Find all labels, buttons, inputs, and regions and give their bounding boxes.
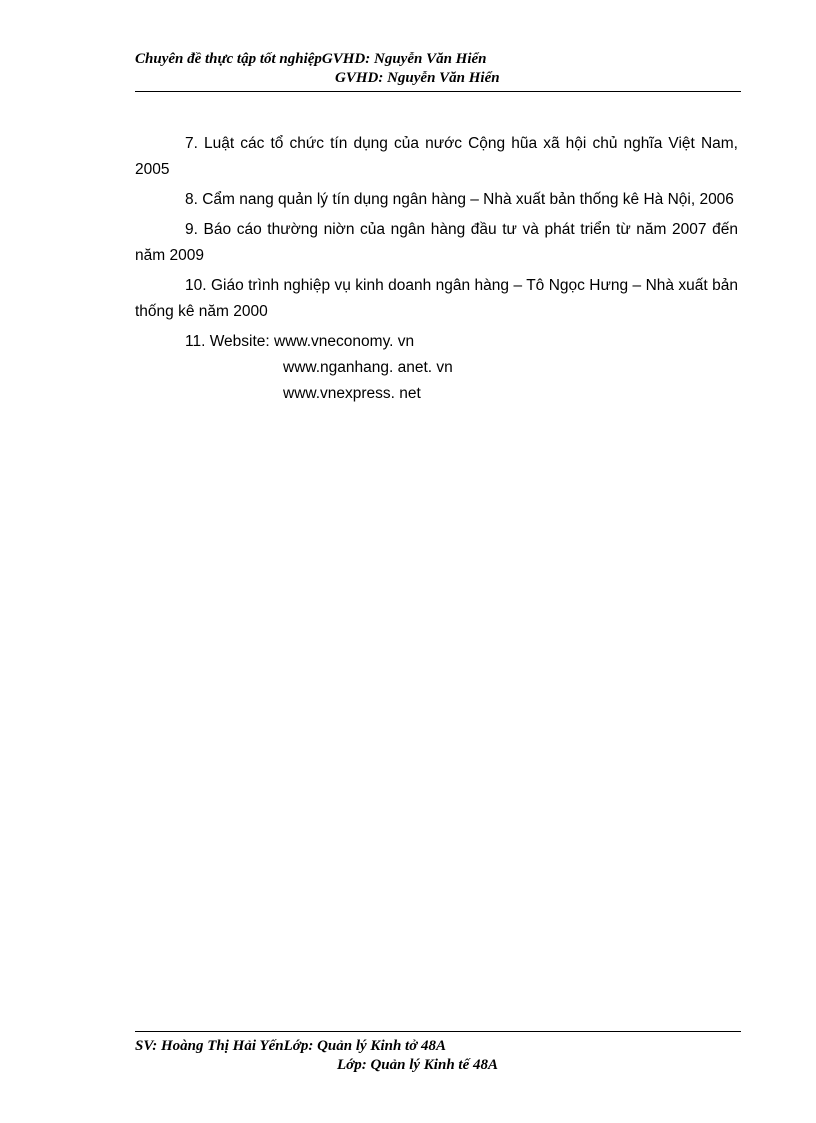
footer-line-2: Lớp: Quản lý Kinh tế 48A — [337, 1057, 498, 1073]
reference-item: 10. Giáo trình nghiệp vụ kinh doanh ngân hàng – Tô Ngọc Hưng – Nhà xuất bản thống kê năm 2000 — [135, 277, 738, 320]
website-reference: 11. Website: www.vneconomy. vn — [185, 333, 415, 350]
header-line-1: Chuyên đề thực tập tốt nghiệpGVHD: Nguyễn Văn Hiển — [135, 51, 487, 67]
website-item: www.nganhang. anet. vn — [283, 359, 453, 376]
reference-item: 9. Báo cáo thường niờn của ngân hàng đầu tư và phát triển từ năm 2007 đến năm 2009 — [135, 221, 738, 264]
references-body — [135, 131, 738, 407]
reference-item: 8. Cẩm nang quản lý tín dụng ngân hàng – Nhà xuất bản thống kê Hà Nội, 2006 — [185, 191, 734, 208]
website-item: www.vnexpress. net — [283, 385, 421, 402]
header-line-2: GVHD: Nguyễn Văn Hiển — [335, 70, 500, 86]
footer-line-1: SV: Hoàng Thị Hải YếnLớp: Quản lý Kinh tở 48A — [135, 1038, 447, 1054]
header-rule — [135, 91, 741, 92]
reference-item: 7. Luật các tổ chức tín dụng của nước Cộng hũa xã hội chủ nghĩa Việt Nam, 2005 — [135, 135, 738, 178]
footer-rule — [135, 1031, 741, 1032]
